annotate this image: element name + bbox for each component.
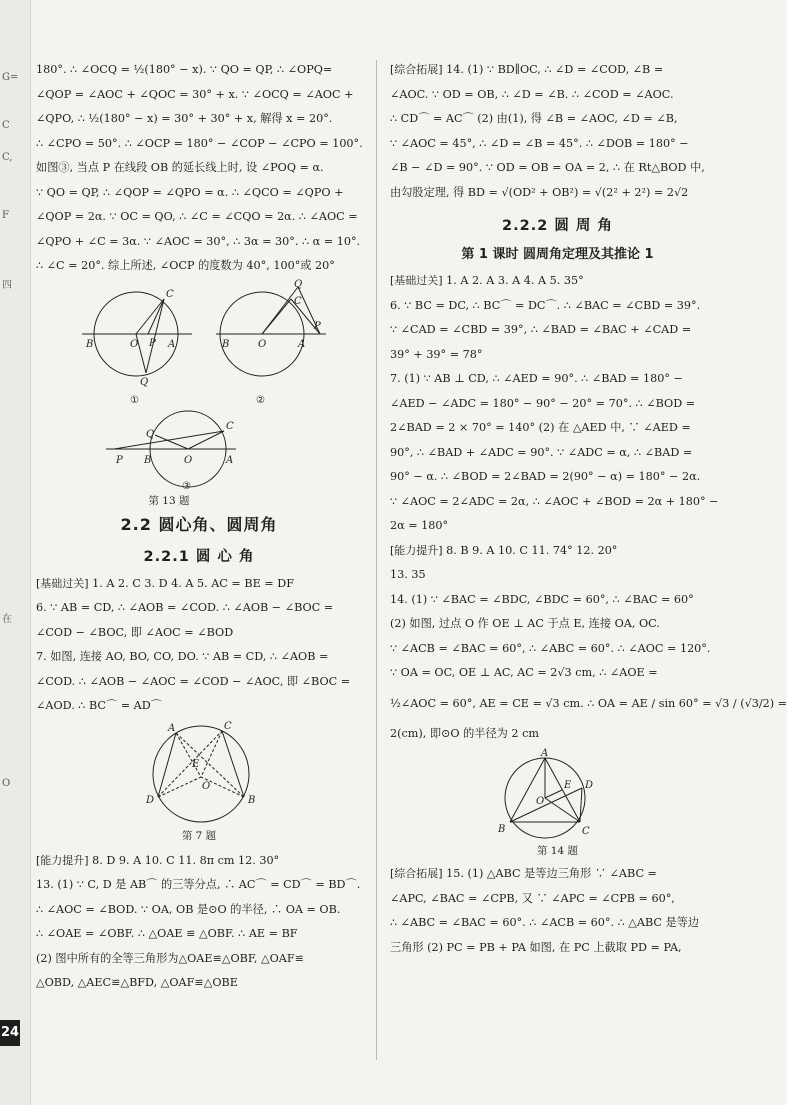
- left-column: [36, 58, 362, 996]
- text-line: 三角形 (2) PC = PB + PA 如图, 在 PC 上截取 PD = PA,: [390, 940, 682, 954]
- text-line: 6. ∵ BC = DC, ∴ BC⌒ = DC⌒. ∴ ∠BAC = ∠CBD = 39°.: [390, 298, 701, 312]
- answer-line: [390, 269, 725, 294]
- basic-tag: [基础过关]: [390, 274, 443, 287]
- point-label: Q: [294, 278, 303, 290]
- text-line: ∵ ∠AOC = 2∠ADC = 2α, ∴ ∠AOC + ∠BOD = 2α + 180° −: [390, 494, 719, 508]
- text-line: 由勾股定理, 得 BD = √(OD² + OB²) = √(2² + 2²) = 2√2: [390, 185, 689, 199]
- lesson-heading: 第 1 课时 圆周角定理及其推论 1: [461, 247, 654, 262]
- figure-7: [36, 719, 362, 829]
- point-label: B: [86, 338, 94, 350]
- text-line: ∠APC, ∠BAC = ∠CPB, 又 ∵ ∠APC = ∠CPB = 60°,: [390, 891, 675, 905]
- column-divider: [376, 60, 377, 1060]
- answer-line: [36, 849, 362, 874]
- previous-page-edge: [0, 0, 31, 1105]
- point-label: C: [224, 720, 232, 732]
- text-line: 7. (1) ∵ AB ⊥ CD, ∴ ∠AED = 90°. ∴ ∠BAD = 180° −: [390, 372, 683, 385]
- right-column: [390, 58, 787, 960]
- subsection-heading: 2.2.1 圆 心 角: [143, 548, 255, 565]
- text-line: ∠QPO + ∠C = 3α. ∵ ∠AOC = 30°, ∴ 3α = 30°. ∴ α = 10°.: [36, 234, 361, 248]
- text-line: ∵ ∠AOC = 45°, ∴ ∠D = ∠B = 45°. ∴ ∠DOB = 180° −: [390, 136, 689, 150]
- ability-tag: [能力提升]: [390, 543, 443, 557]
- text-line: ½∠AOC = 60°, AE = CE = √3 cm. ∴ OA = AE / sin 60° = √3 / (√3/2) =: [390, 696, 787, 710]
- answer-line: [390, 539, 725, 564]
- edge-text: C: [2, 120, 10, 131]
- text-line: ∠COD. ∴ ∠AOB − ∠AOC = ∠COD − ∠AOC, 即 ∠BOC =: [36, 674, 351, 688]
- point-label: E: [564, 780, 572, 791]
- text-line: ∠QOP = 2α. ∵ OC = QO, ∴ ∠C = ∠CQO = 2α. ∴ ∠AOC =: [36, 210, 358, 223]
- edge-text: G=: [2, 72, 19, 83]
- text-line: ∠B − ∠D = 90°. ∵ OD = OB = OA = 2, ∴ 在 Rt△BOD 中,: [390, 161, 705, 174]
- point-label: A: [298, 338, 306, 350]
- text-line: 如图③, 当点 P 在线段 OB 的延长线上时, 设 ∠POQ = α.: [36, 161, 324, 174]
- point-label: B: [248, 794, 256, 806]
- point-label: A: [226, 454, 234, 466]
- text-line: ∠COD − ∠BOC, 即 ∠AOC = ∠BOD: [36, 625, 234, 639]
- point-label: P: [149, 337, 156, 349]
- extension-tag: [综合拓展]: [390, 63, 443, 76]
- point-label: B: [222, 338, 230, 350]
- figure-number: ①: [130, 394, 139, 406]
- answers: 1. A 2. C 3. D 4. A 5. AC = BE = DF: [92, 576, 294, 590]
- basic-tag: [基础过关]: [36, 576, 89, 590]
- text-line: 2∠BAD = 2 × 70° = 140° (2) 在 △AED 中, ∵ ∠AED =: [390, 421, 691, 434]
- text: 14. (1) ∵ BD∥OC, ∴ ∠D = ∠COD, ∠B =: [446, 63, 664, 76]
- figure-13-diagram-2: [216, 287, 326, 376]
- text-line: ∴ CD⌒ = AC⌒ (2) 由(1), 得 ∠B = ∠AOC, ∠D = ∠B,: [390, 112, 678, 125]
- point-label: O: [536, 796, 545, 807]
- figure-14: [390, 746, 725, 844]
- text-line: ∴ ∠C = 20°. 综上所述, ∠OCP 的度数为 40°, 100°或 20°: [36, 259, 335, 272]
- text-line: ∠QPO, ∴ ½(180° − x) = 30° + 30° + x, 解得 x = 20°.: [36, 112, 333, 125]
- ability-tag: [能力提升]: [36, 853, 89, 867]
- text-line: 13. 35: [390, 568, 426, 581]
- text-line: ∴ ∠CPO = 50°. ∴ ∠OCP = 180° − ∠COP − ∠CPO = 100°.: [36, 136, 363, 150]
- text-line: ∴ ∠AOC = ∠BOD. ∵ OA, OB 是⊙O 的半径, ∴ OA = OB.: [36, 902, 341, 916]
- extension-tag: [综合拓展]: [390, 867, 443, 880]
- answer-line: [390, 58, 725, 83]
- point-label: D: [146, 794, 155, 806]
- figure-caption: 第 7 题: [181, 829, 217, 842]
- text-line: 90°, ∴ ∠BAD + ∠ADC = 90°. ∵ ∠ADC = α, ∴ ∠BAD =: [390, 445, 693, 459]
- edge-text: 四: [2, 280, 12, 291]
- text-line: ∠AOD. ∴ BC⌒ = AD⌒: [36, 699, 162, 712]
- point-label: A: [168, 722, 176, 734]
- answers: 8. B 9. A 10. C 11. 74° 12. 20°: [446, 543, 618, 557]
- figure-caption: 第 14 题: [536, 845, 579, 857]
- point-label: Q: [140, 376, 149, 388]
- edge-text: C,: [2, 152, 13, 163]
- text-line: ∠QOP = ∠AOC + ∠QOC = 30° + x. ∵ ∠OCQ = ∠AOC +: [36, 87, 354, 101]
- point-label: C: [294, 295, 302, 307]
- text-line: 7. 如图, 连接 AO, BO, CO, DO. ∵ AB = CD, ∴ ∠AOB =: [36, 650, 329, 663]
- point-label: A: [541, 748, 549, 759]
- text-line: 2α = 180°: [390, 519, 449, 532]
- point-label: D: [585, 780, 594, 791]
- point-label: O: [184, 454, 193, 466]
- text-line: 2(cm), 即⊙O 的半径为 2 cm: [390, 726, 539, 740]
- point-label: E: [192, 758, 200, 770]
- point-label: C: [582, 826, 590, 837]
- text-line: 13. (1) ∵ C, D 是 AB⌒ 的三等分点, ∴ AC⌒ = CD⌒ = BD⌒.: [36, 878, 361, 891]
- text-line: (2) 如图, 过点 O 作 OE ⊥ AC 于点 E, 连接 OA, OC.: [390, 617, 660, 630]
- point-label: O: [202, 780, 211, 792]
- answers: 1. A 2. A 3. A 4. A 5. 35°: [446, 274, 584, 287]
- edge-text: O: [2, 778, 11, 789]
- answers: 8. D 9. A 10. C 11. 8π cm 12. 30°: [92, 853, 280, 867]
- point-label: O: [258, 338, 267, 350]
- text-line: (2) 图中所有的全等三角形为△OAE≌△OBF, △OAF≌: [36, 951, 304, 965]
- point-label: Q: [146, 428, 155, 440]
- text-line: ∵ ∠CAD = ∠CBD = 39°, ∴ ∠BAD = ∠BAC + ∠CAD =: [390, 323, 692, 336]
- figure-13-diagram-1: [82, 292, 192, 376]
- text-line: ∠AED − ∠ADC = 180° − 90° − 20° = 70°. ∴ ∠BOD =: [390, 396, 696, 410]
- answer-line: [36, 572, 362, 597]
- point-label: P: [314, 320, 321, 332]
- figure-14-diagram: [505, 758, 585, 838]
- edge-text: 在: [2, 614, 12, 625]
- text-line: ∵ QO = QP, ∴ ∠QOP = ∠QPO = α. ∴ ∠QCO = ∠QPO +: [36, 185, 344, 199]
- text-line: 6. ∵ AB = CD, ∴ ∠AOB = ∠COD. ∴ ∠AOB − ∠BOC =: [36, 601, 334, 614]
- figure-13: [36, 279, 362, 494]
- text-line: 39° + 39° = 78°: [390, 347, 483, 361]
- edge-text: F: [2, 210, 9, 221]
- text-line: ∵ OA = OC, OE ⊥ AC, AC = 2√3 cm, ∴ ∠AOE =: [390, 666, 658, 679]
- page-number: 24: [0, 1020, 20, 1046]
- figure-13-diagram-3: [106, 411, 236, 487]
- section-heading: 2.2 圆心角、圆周角: [120, 514, 278, 534]
- text-line: ∠AOC. ∵ OD = OB, ∴ ∠D = ∠B. ∴ ∠COD = ∠AOC.: [390, 87, 674, 101]
- text: 15. (1) △ABC 是等边三角形 ∵ ∠ABC =: [446, 867, 657, 880]
- point-label: P: [116, 454, 123, 466]
- figure-number: ②: [256, 394, 265, 406]
- figure-number: ③: [182, 480, 191, 492]
- answer-line: [390, 862, 725, 887]
- point-label: C: [226, 420, 234, 432]
- text-line: 90° − α. ∴ ∠BOD = 2∠BAD = 2(90° − α) = 180° − 2α.: [390, 470, 701, 483]
- figure-7-diagram: [153, 726, 249, 822]
- point-label: B: [498, 824, 506, 835]
- figure-caption: 第 13 题: [148, 494, 190, 507]
- text-line: ∴ ∠ABC = ∠BAC = 60°. ∴ ∠ACB = 60°. ∴ △ABC 是等边: [390, 916, 700, 929]
- subsection-heading: 2.2.2 圆 周 角: [502, 218, 613, 234]
- text-line: 14. (1) ∵ ∠BAC = ∠BDC, ∠BDC = 60°, ∴ ∠BAC = 60°: [390, 592, 694, 606]
- text-line: △OBD, △AEC≌△BFD, △OAF≌△OBE: [36, 976, 238, 989]
- text-line: ∴ ∠OAE = ∠OBF. ∴ △OAE ≌ △OBF. ∴ AE = BF: [36, 927, 298, 940]
- point-label: O: [130, 338, 139, 350]
- text-line: ∵ ∠ACB = ∠BAC = 60°, ∴ ∠ABC = 60°. ∴ ∠AOC = 120°.: [390, 641, 711, 655]
- point-label: C: [166, 288, 174, 300]
- text-line: 180°. ∴ ∠OCQ = ½(180° − x). ∵ QO = QP, ∴ ∠OPQ=: [36, 63, 333, 76]
- point-label: B: [144, 454, 152, 466]
- point-label: A: [168, 338, 176, 350]
